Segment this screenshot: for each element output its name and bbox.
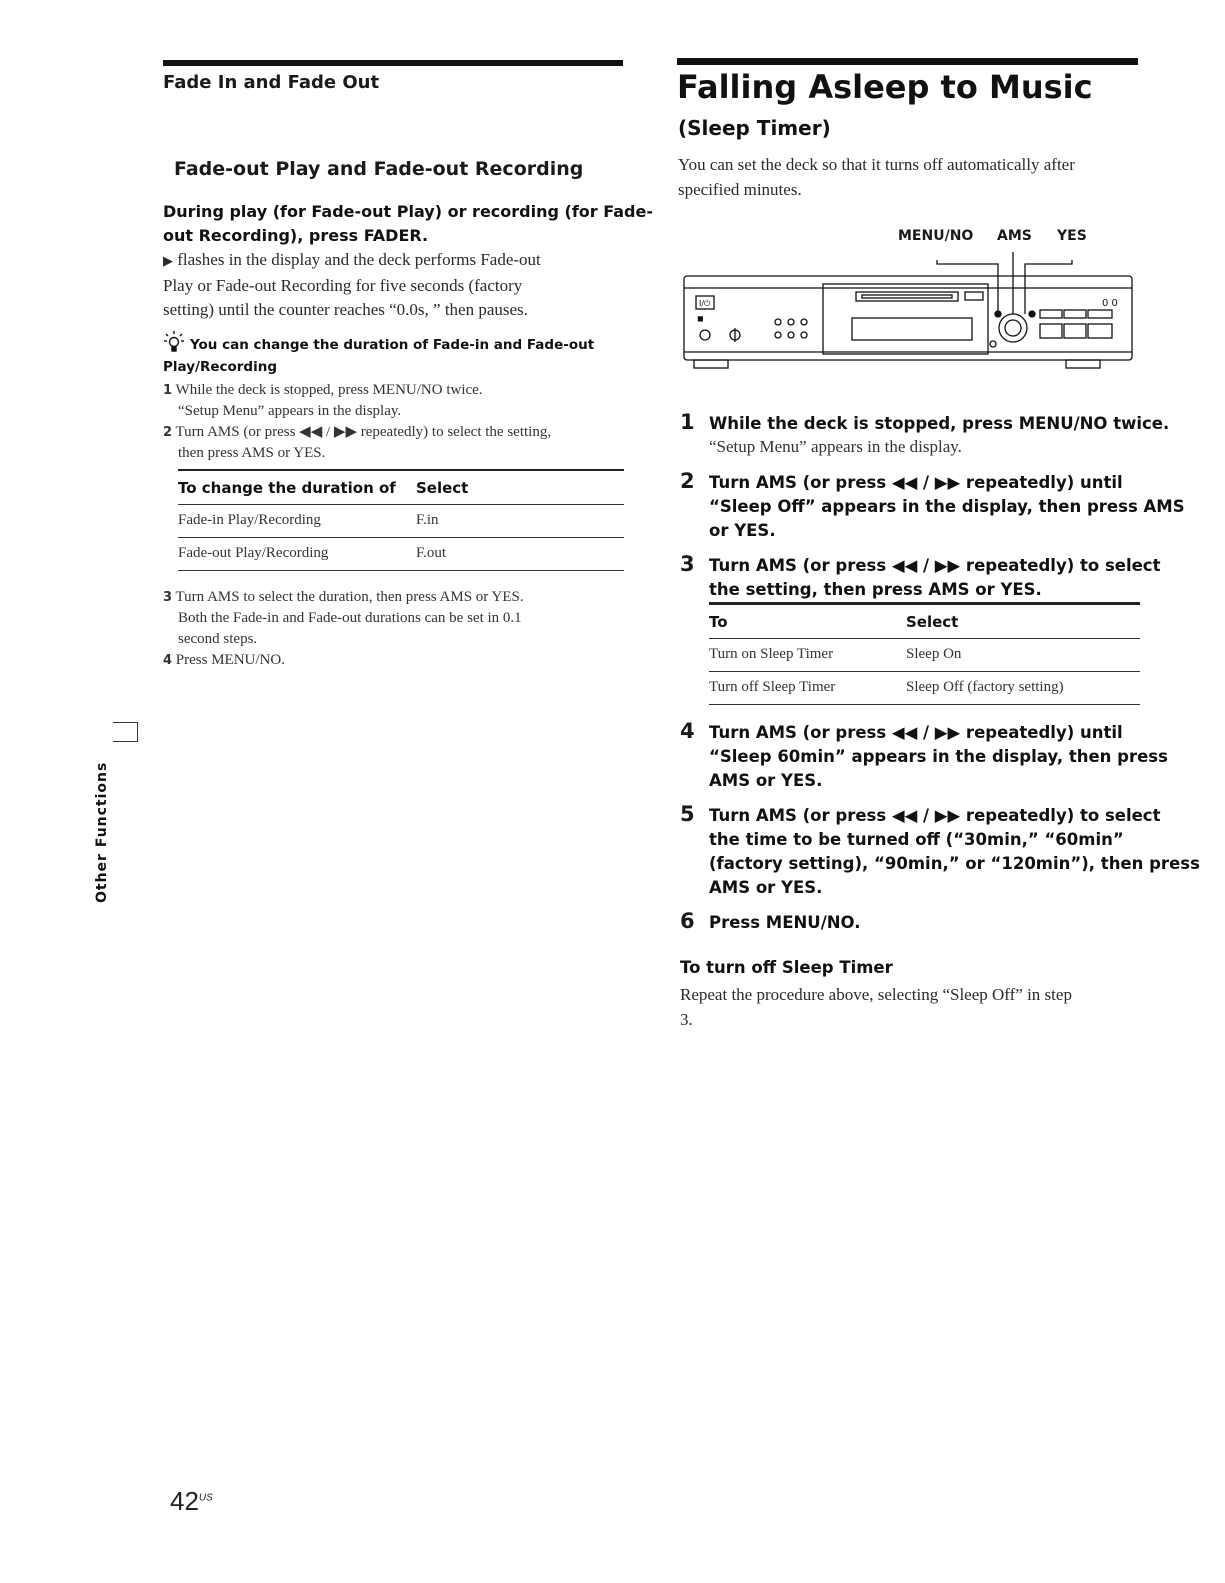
tip-step-text: “Setup Menu” appears in the display. — [178, 403, 402, 419]
step-line: or YES. — [709, 521, 776, 540]
table-bottom-rule — [178, 570, 624, 571]
step-subtext: “Setup Menu” appears in the display. — [709, 437, 962, 456]
tip-step-number: 4 — [163, 653, 173, 668]
step-line: Turn AMS (or press ◀◀ / ▶▶ repeatedly) until — [709, 473, 1123, 492]
step-number: 5 — [680, 802, 695, 826]
table-header-duration: To change the duration of — [178, 479, 396, 497]
tip-step-text: Turn AMS to select the duration, then press AMS or YES. — [175, 589, 524, 605]
step-line: While the deck is stopped, press MENU/NO twice. — [709, 414, 1170, 433]
svg-text:◼: ◼ — [697, 314, 704, 323]
fader-desc-line3: setting) until the counter reaches “0.0s, ” then pauses. — [163, 300, 528, 319]
subsection-title: Fade-out Play and Fade-out Recording — [174, 158, 584, 180]
step-line: AMS or YES. — [709, 771, 823, 790]
fader-instruction — [163, 200, 653, 248]
step-number: 3 — [680, 552, 695, 576]
fader-desc-line1: flashes in the display and the deck performs Fade-out — [177, 250, 541, 269]
step-number: 2 — [680, 469, 695, 493]
tip-lightbulb-icon — [163, 330, 185, 354]
callout-yes: YES — [1057, 228, 1087, 244]
step-line: the time to be turned off (“30min,” “60min” — [709, 830, 1124, 849]
tip-step-number: 3 — [163, 590, 173, 605]
intro-line1: You can set the deck so that it turns off automatically after — [678, 155, 1075, 174]
table-cell: Fade-out Play/Recording — [178, 545, 329, 561]
table-header-select: Select — [906, 613, 959, 631]
table-top-rule — [178, 469, 624, 471]
fader-description — [163, 248, 541, 322]
page-suffix: US — [198, 1492, 213, 1504]
step-line: Turn AMS (or press ◀◀ / ▶▶ repeatedly) to select — [709, 556, 1161, 575]
tip-step-number: 2 — [163, 425, 173, 440]
step-number: 1 — [680, 410, 695, 434]
tip-line1: You can change the duration of Fade-in and Fade-out — [190, 337, 595, 353]
page-subtitle: (Sleep Timer) — [678, 116, 831, 140]
tip-step-number: 1 — [163, 383, 173, 398]
step-number: 4 — [680, 719, 695, 743]
turnoff-line1: Repeat the procedure above, selecting “Sleep Off” in step — [680, 985, 1072, 1004]
minidisc-deck-illustration — [680, 252, 1138, 378]
step-line: Press MENU/NO. — [709, 913, 861, 932]
table-cell: Fade-in Play/Recording — [178, 512, 321, 528]
tip-step-text: While the deck is stopped, press MENU/NO twice. — [175, 382, 483, 398]
table-bottom-rule — [709, 704, 1140, 705]
table-cell: Turn on Sleep Timer — [709, 646, 834, 662]
table-header-select: Select — [416, 479, 469, 497]
svg-text:0 0: 0 0 — [1102, 298, 1118, 309]
section-rule — [163, 60, 623, 66]
page-title: Falling Asleep to Music — [677, 68, 1093, 106]
fader-instruction-line2: out Recording), press FADER. — [163, 226, 429, 245]
table-header-to: To — [709, 613, 728, 631]
sidebar-label: Other Functions — [94, 761, 110, 903]
table-cell: F.in — [416, 512, 439, 528]
turnoff-title: To turn off Sleep Timer — [680, 958, 893, 977]
table-top-rule — [709, 602, 1140, 605]
table-cell: Turn off Sleep Timer — [709, 679, 836, 695]
step-text — [709, 804, 1200, 900]
step-line: Turn AMS (or press ◀◀ / ▶▶ repeatedly) to select — [709, 806, 1161, 825]
step-text — [709, 471, 1185, 543]
step-text — [709, 412, 1169, 436]
page-number-value: 42 — [170, 1486, 199, 1516]
page-number — [170, 1486, 213, 1517]
tip-line2: Play/Recording — [163, 359, 277, 375]
intro-line2: specified minutes. — [678, 180, 802, 199]
fader-instruction-line1: During play (for Fade-out Play) or recording (for Fade- — [163, 202, 653, 221]
tip-step-text: then press AMS or YES. — [178, 445, 326, 461]
turnoff-line2: 3. — [680, 1010, 693, 1029]
step-line: the setting, then press AMS or YES. — [709, 580, 1042, 599]
tip-step-text: Both the Fade-in and Fade-out durations can be set in 0.1 — [178, 610, 522, 626]
play-arrow-icon: ▶ — [163, 254, 173, 269]
step-text — [709, 911, 860, 935]
callout-ams: AMS — [997, 228, 1032, 244]
table-cell: Sleep Off (factory setting) — [906, 679, 1064, 695]
tip-step-text: Press MENU/NO. — [175, 652, 285, 668]
table-rule — [709, 638, 1140, 639]
step-line: AMS or YES. — [709, 878, 823, 897]
turnoff-text — [680, 982, 1072, 1032]
section-title: Fade In and Fade Out — [163, 72, 380, 93]
step-line: “Sleep Off” appears in the display, then press AMS — [709, 497, 1185, 516]
tip-step-text: Turn AMS (or press ◀◀ / ▶▶ repeatedly) to select the setting, — [175, 424, 552, 440]
tip-steps-3-4 — [163, 587, 623, 671]
title-rule — [677, 58, 1138, 65]
step-text — [709, 721, 1168, 793]
step-text — [709, 554, 1160, 602]
fader-desc-line2: Play or Fade-out Recording for five seconds (factory — [163, 276, 523, 295]
svg-text:I/⏻: I/⏻ — [699, 299, 711, 308]
step-number: 6 — [680, 909, 695, 933]
table-rule — [178, 504, 624, 505]
step-line: “Sleep 60min” appears in the display, then press — [709, 747, 1168, 766]
table-rule — [178, 537, 624, 538]
table-rule — [709, 671, 1140, 672]
step-line: (factory setting), “90min,” or “120min”), then press — [709, 854, 1200, 873]
callout-menu-no: MENU/NO — [898, 228, 974, 244]
step-line: Turn AMS (or press ◀◀ / ▶▶ repeatedly) until — [709, 723, 1123, 742]
table-cell: F.out — [416, 545, 447, 561]
sidebar-tab-marker — [113, 722, 138, 742]
intro-text — [678, 152, 1075, 202]
table-cell: Sleep On — [906, 646, 962, 662]
tip-step-text: second steps. — [178, 631, 258, 647]
tip-steps-1-2 — [163, 380, 623, 464]
